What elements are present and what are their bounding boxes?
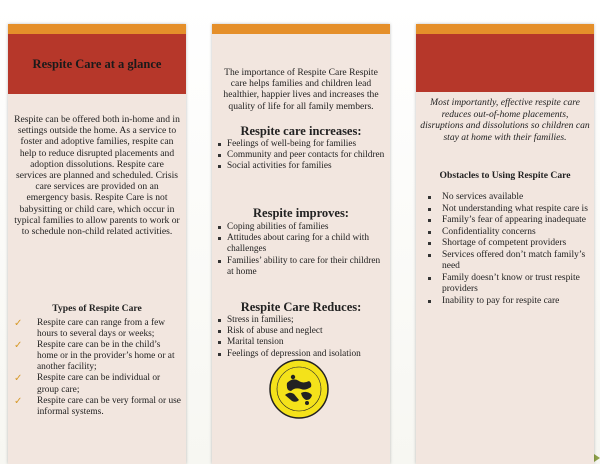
list-item-text: No services available bbox=[442, 192, 524, 202]
list-item bbox=[10, 340, 182, 373]
list-item bbox=[420, 250, 592, 273]
square-bullet-icon bbox=[218, 260, 221, 263]
list-item bbox=[420, 238, 592, 250]
improves-heading: Respite improves: bbox=[253, 206, 349, 220]
panel-obstacles bbox=[416, 24, 594, 464]
list-item-text: Stress in families; bbox=[227, 315, 294, 325]
list-item-text: Risk of abuse and neglect bbox=[227, 326, 323, 337]
square-bullet-icon bbox=[428, 277, 431, 280]
list-item bbox=[420, 204, 592, 216]
list-item bbox=[10, 318, 182, 340]
obstacles-list bbox=[420, 192, 592, 307]
list-item bbox=[420, 273, 592, 296]
list-item bbox=[10, 373, 182, 395]
list-item bbox=[216, 161, 386, 172]
list-item-text: Shortage of competent providers bbox=[442, 238, 567, 248]
increases-heading: Respite care increases: bbox=[240, 124, 362, 138]
square-bullet-icon bbox=[428, 300, 431, 303]
list-item bbox=[10, 396, 182, 418]
list-item-text: Families’ ability to care for their children at home bbox=[227, 255, 381, 277]
square-bullet-icon bbox=[218, 154, 221, 157]
list-item bbox=[216, 256, 386, 278]
importance-text: The importance of Respite Care Respite care helps families and children lead healthier, happier lives and increases the quality of life for all family members. bbox=[223, 67, 379, 112]
check-icon: ✓ bbox=[14, 318, 23, 329]
list-item-text: Respite care can be very formal or use informal systems. bbox=[37, 395, 181, 417]
list-item-text: Not understanding what respite care is bbox=[442, 203, 588, 214]
list-item-text: Coping abilities of families bbox=[227, 222, 329, 232]
check-icon: ✓ bbox=[14, 395, 23, 407]
increases-list bbox=[216, 139, 386, 173]
intro-text: Respite can be offered both in-home and in settings outside the home. As a service to foster and adoptive families, respite can help to reduce disrupted placements and adoption dissolutions. Respite care services are planned and scheduled. Crisis care services are provided on an emergency basis. Respite Care is not babysitting or child care, which occur in typical families to allow parents to work or to schedule non-child related activities. bbox=[14, 114, 180, 238]
list-item bbox=[216, 150, 386, 161]
square-bullet-icon bbox=[218, 226, 221, 229]
list-item bbox=[420, 296, 592, 308]
list-item-text: Services offered don’t match family’s need bbox=[442, 249, 586, 271]
orange-top-bar bbox=[416, 24, 594, 34]
check-icon: ✓ bbox=[14, 340, 23, 352]
list-item bbox=[420, 192, 592, 204]
list-item-text: Respite care can be individual or group care; bbox=[37, 373, 161, 395]
list-item-text: Marital tension bbox=[227, 337, 284, 348]
orange-top-bar bbox=[8, 24, 186, 34]
list-item bbox=[420, 215, 592, 227]
obstacles-heading: Obstacles to Using Respite Care bbox=[439, 170, 571, 181]
square-bullet-icon bbox=[428, 219, 431, 222]
square-bullet-icon bbox=[428, 208, 431, 211]
reduces-heading: Respite Care Reduces: bbox=[240, 300, 362, 314]
list-item bbox=[420, 227, 592, 239]
panel-title: Respite Care at a glance bbox=[32, 57, 162, 71]
list-item bbox=[216, 139, 386, 150]
list-item bbox=[216, 337, 386, 348]
check-icon: ✓ bbox=[14, 373, 23, 385]
list-item-text: Family’s fear of appearing inadequate bbox=[442, 215, 587, 225]
square-bullet-icon bbox=[218, 341, 221, 344]
list-item-text: Inability to pay for respite care bbox=[442, 295, 560, 306]
square-bullet-icon bbox=[218, 237, 221, 240]
improves-list bbox=[216, 222, 386, 278]
square-bullet-icon bbox=[428, 242, 431, 245]
list-item-text: Feelings of depression and isolation bbox=[227, 348, 361, 359]
list-item-text: Social activities for families bbox=[227, 161, 332, 172]
list-item-text: Feelings of well-being for families bbox=[227, 139, 357, 149]
list-item-text: Attitudes about caring for a child with challenges bbox=[227, 233, 369, 255]
square-bullet-icon bbox=[428, 254, 431, 257]
importance-quote: Most importantly, effective respite care reduces out-of-home placements, disruptions and dissolutions so children can stay at home with their families. bbox=[420, 97, 590, 143]
square-bullet-icon bbox=[428, 196, 431, 199]
types-list bbox=[10, 318, 182, 418]
list-item bbox=[216, 315, 386, 326]
list-item-text: Community and peer contacts for children bbox=[227, 150, 385, 161]
square-bullet-icon bbox=[218, 319, 221, 322]
red-header-block bbox=[416, 34, 594, 92]
square-bullet-icon bbox=[218, 143, 221, 146]
panel-at-a-glance bbox=[8, 24, 186, 464]
square-bullet-icon bbox=[218, 165, 221, 168]
red-header-block bbox=[8, 34, 186, 94]
list-item-text: Respite care can be in the child’s home or in the provider’s home or at another facility; bbox=[37, 340, 175, 373]
square-bullet-icon bbox=[428, 231, 431, 234]
orange-top-bar bbox=[212, 24, 390, 34]
list-item-text: Confidentiality concerns bbox=[442, 226, 536, 237]
types-heading: Types of Respite Care bbox=[52, 303, 142, 314]
list-item-text: Respite care can range from a few hours to several days or weeks; bbox=[37, 318, 166, 340]
list-item bbox=[216, 326, 386, 337]
list-item bbox=[216, 222, 386, 233]
reduces-list bbox=[216, 315, 386, 360]
list-item-text: Family doesn’t know or trust respite providers bbox=[442, 272, 580, 294]
association-seal-logo bbox=[269, 359, 329, 419]
square-bullet-icon bbox=[218, 330, 221, 333]
list-item bbox=[216, 233, 386, 255]
panel-importance bbox=[212, 24, 390, 464]
square-bullet-icon bbox=[218, 353, 221, 356]
